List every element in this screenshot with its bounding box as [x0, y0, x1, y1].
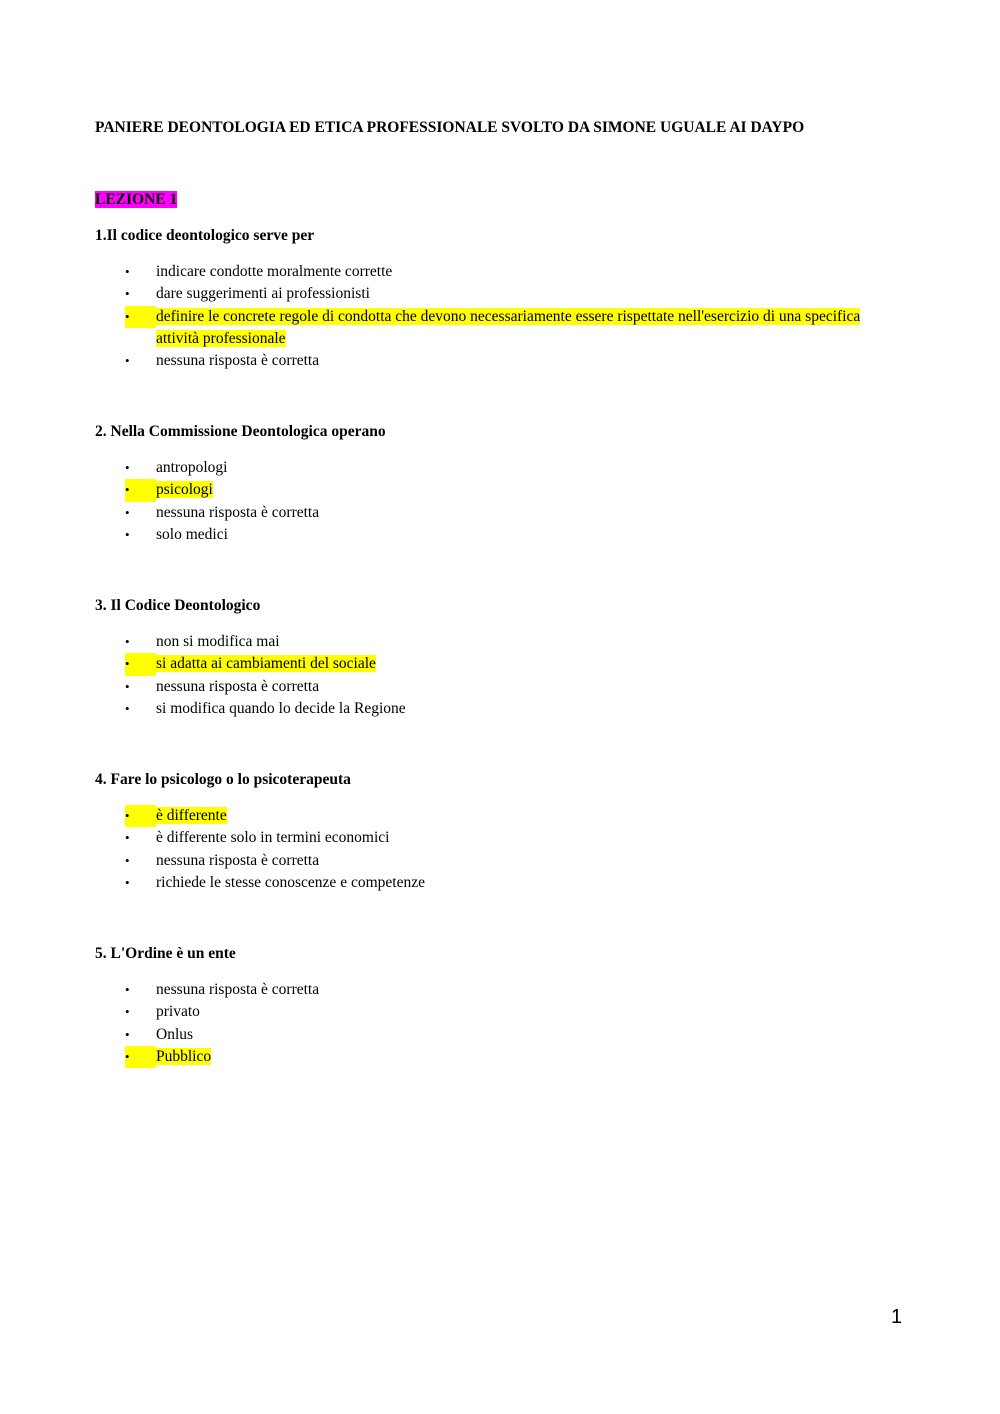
answer-text: si modifica quando lo decide la Regione: [156, 699, 406, 717]
answer-text: nessuna risposta è corretta: [156, 503, 320, 521]
bullet-icon: •: [125, 504, 130, 520]
bullet-icon: •: [125, 634, 130, 649]
question-title: 2. Nella Commissione Deontologica operano: [95, 423, 386, 440]
question-2: [95, 422, 895, 546]
question-1: [95, 226, 895, 372]
question-title: 1.Il codice deontologico serve per: [95, 227, 315, 244]
answer-text: non si modifica mai: [156, 633, 280, 650]
answer-option: [95, 502, 895, 524]
bullet-icon: •: [125, 353, 130, 369]
lesson-label: LEZIONE 1: [95, 191, 178, 208]
bullet-icon: •: [125, 874, 130, 890]
answer-text: antropologi: [156, 459, 228, 476]
bullet-icon: •: [125, 306, 156, 328]
answer-text: è differente solo in termini economici: [156, 829, 390, 847]
answer-list: [95, 261, 895, 372]
answer-option-correct: [95, 479, 895, 501]
answer-text: solo medici: [156, 525, 228, 543]
answer-option: [95, 676, 895, 698]
answer-text: Onlus: [156, 1025, 194, 1043]
answer-text: nessuna risposta è corretta: [156, 677, 320, 695]
lesson-heading: [95, 190, 177, 210]
bullet-icon: •: [125, 700, 130, 716]
answer-text: nessuna risposta è corretta: [156, 352, 320, 370]
bullet-icon: •: [125, 830, 130, 846]
answer-option-correct: [95, 306, 895, 351]
answer-text: privato: [156, 1003, 200, 1021]
answer-text: psicologi: [156, 481, 213, 499]
bullet-icon: •: [125, 1026, 130, 1042]
answer-option: [95, 827, 895, 849]
bullet-icon: •: [125, 460, 130, 475]
answer-option: [95, 457, 895, 479]
answer-list: [95, 457, 895, 546]
answer-list: [95, 805, 895, 894]
document-title: PANIERE DEONTOLOGIA ED ETICA PROFESSIONALE SVOLTO DA SIMONE UGUALE AI DAYPO: [95, 119, 805, 136]
answer-text: indicare condotte moralmente corrette: [156, 263, 393, 280]
question-title: 3. Il Codice Deontologico: [95, 597, 261, 614]
answer-option: [95, 1001, 895, 1023]
answer-text: nessuna risposta è corretta: [156, 851, 320, 869]
bullet-icon: •: [125, 264, 130, 279]
question-title: 5. L'Ordine è un ente: [95, 945, 236, 962]
answer-list: [95, 979, 895, 1068]
answer-text: si adatta ai cambiamenti del sociale: [156, 655, 376, 673]
question-5: [95, 944, 895, 1068]
answer-text: Pubblico: [156, 1047, 212, 1065]
bullet-icon: •: [125, 286, 130, 302]
bullet-icon: •: [125, 1004, 130, 1020]
answer-option: [95, 979, 895, 1001]
question-4: [95, 770, 895, 894]
answer-option: [95, 261, 895, 283]
bullet-icon: •: [125, 1046, 156, 1068]
answer-option: [95, 850, 895, 872]
answer-option: [95, 350, 895, 372]
answer-option: [95, 698, 895, 720]
answer-text: è differente: [156, 807, 227, 824]
question-3: [95, 596, 895, 720]
question-title: 4. Fare lo psicologo o lo psicoterapeuta: [95, 771, 351, 788]
answer-text: nessuna risposta è corretta: [156, 981, 320, 998]
bullet-icon: •: [125, 526, 130, 542]
bullet-icon: •: [125, 982, 130, 997]
bullet-icon: •: [125, 805, 156, 827]
answer-text: richiede le stesse conoscenze e competenze: [156, 873, 425, 891]
page-number: 1: [891, 1306, 903, 1328]
answer-text: definire le concrete regole di condotta che devono necessariamente essere rispettate nell'esercizio di una specifica attività professionale: [156, 307, 861, 347]
answer-option: [95, 631, 895, 653]
answer-option-correct: [95, 653, 895, 675]
answer-text: dare suggerimenti ai professionisti: [156, 285, 370, 303]
answer-option-correct: [95, 805, 895, 827]
answer-option: [95, 524, 895, 546]
answer-list: [95, 631, 895, 720]
answer-option: [95, 872, 895, 894]
answer-option: [95, 1024, 895, 1046]
bullet-icon: •: [125, 852, 130, 868]
answer-option: [95, 283, 895, 305]
bullet-icon: •: [125, 653, 156, 675]
bullet-icon: •: [125, 678, 130, 694]
answer-option-correct: [95, 1046, 895, 1068]
bullet-icon: •: [125, 479, 156, 501]
